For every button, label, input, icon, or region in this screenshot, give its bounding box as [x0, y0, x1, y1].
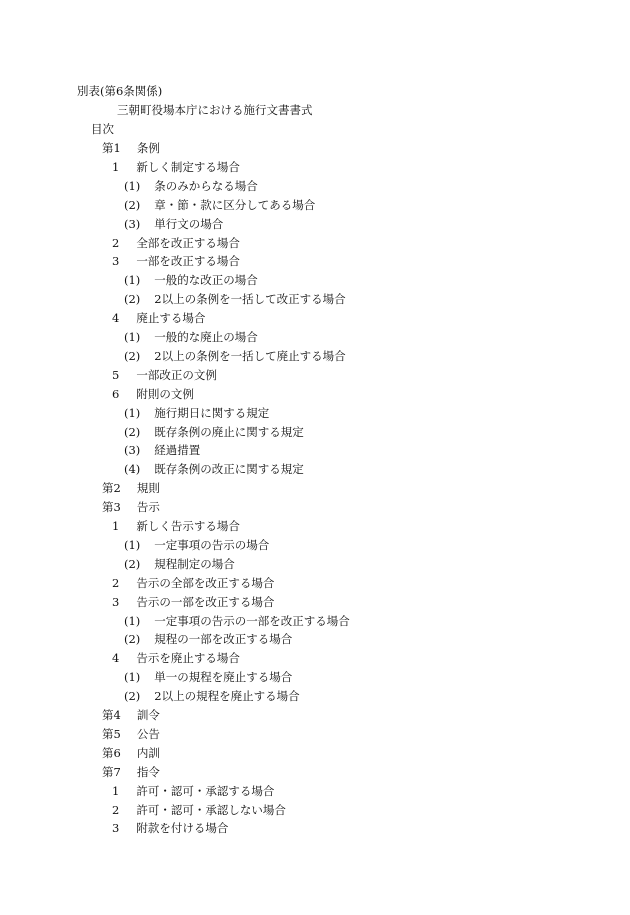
toc-entry-text: 経過措置	[154, 443, 201, 458]
toc-entry-number: (2)	[124, 424, 141, 439]
toc-entry-number: 3	[112, 254, 120, 269]
toc-entry	[124, 349, 346, 363]
toc-entry-text: 一定事項の告示の一部を改正する場合	[154, 613, 350, 628]
document-title: 三朝町役場本庁における施行文書書式	[117, 103, 313, 117]
toc-entry-number: 1	[112, 159, 120, 174]
toc-entry	[112, 651, 240, 665]
toc-entry-text: 内訓	[136, 745, 160, 760]
toc-entry-text: 章・節・款に区分してある場合	[154, 197, 316, 212]
toc-entry-number: (1)	[124, 330, 141, 344]
toc-entry	[112, 387, 194, 401]
toc-entry	[112, 311, 205, 325]
toc-entry	[124, 198, 315, 212]
toc-entry	[124, 179, 258, 193]
toc-entry	[102, 708, 160, 722]
toc-entry-text: 既存条例の廃止に関する規定	[154, 424, 304, 439]
toc-entry	[124, 330, 258, 344]
toc-entry	[112, 784, 274, 798]
toc-entry	[124, 614, 350, 628]
toc-entry-text: 附款を付ける場合	[136, 821, 229, 836]
toc-entry-text: 2以上の規程を廃止する場合	[154, 689, 300, 704]
toc-entry	[112, 576, 274, 590]
toc-entry	[124, 632, 292, 646]
toc-entry	[124, 443, 200, 457]
toc-entry	[124, 462, 304, 476]
toc-entry-number: 5	[112, 367, 120, 382]
toc-entry	[112, 160, 240, 174]
toc-heading: 目次	[91, 122, 114, 136]
toc-entry-text: 廃止する場合	[136, 311, 206, 326]
toc-entry	[112, 254, 240, 268]
toc-entry-text: 告示の全部を改正する場合	[136, 575, 275, 590]
toc-entry-number: (2)	[124, 556, 141, 571]
toc-entry-text: 規程の一部を改正する場合	[154, 632, 293, 647]
toc-entry-text: 告示を廃止する場合	[136, 651, 240, 666]
toc-entry-text: 規則	[136, 481, 160, 496]
toc-entry	[112, 519, 240, 533]
toc-entry-number: (1)	[124, 178, 141, 193]
toc-entry-text: 単一の規程を廃止する場合	[154, 670, 293, 685]
toc-entry-number: 2	[112, 235, 120, 250]
toc-entry	[112, 236, 240, 250]
toc-entry	[124, 292, 346, 306]
toc-entry-number: 第2	[102, 481, 121, 496]
toc-entry	[124, 557, 235, 571]
toc-entry	[112, 803, 286, 817]
toc-entry-text: 告示の一部を改正する場合	[136, 594, 275, 609]
toc-entry-number: 第6	[102, 745, 121, 760]
toc-entry-number: 第3	[102, 500, 121, 515]
toc-entry-number: 3	[112, 594, 120, 609]
toc-entry	[112, 821, 228, 835]
toc-entry-number: 3	[112, 821, 120, 836]
toc-entry-text: 規程制定の場合	[154, 556, 235, 571]
toc-entry-text: 訓令	[136, 708, 160, 722]
toc-entry-number: (2)	[124, 689, 141, 704]
toc-entry-number: (1)	[124, 537, 141, 552]
toc-entry-text: 公告	[136, 726, 160, 741]
toc-entry-text: 附則の文例	[136, 386, 194, 401]
toc-entry-number: (1)	[124, 613, 141, 628]
toc-entry-text: 既存条例の改正に関する規定	[154, 462, 304, 477]
toc-entry-number: (2)	[124, 197, 141, 212]
table-reference: 別表(第6条関係)	[77, 84, 163, 98]
toc-entry-text: 条のみからなる場合	[154, 178, 258, 193]
toc-entry-text: 単行文の場合	[154, 216, 224, 231]
toc-entry-text: 指令	[136, 764, 160, 779]
toc-entry-number: (2)	[124, 348, 141, 363]
toc-entry-number: 第7	[102, 764, 121, 779]
toc-entry-number: (3)	[124, 216, 141, 231]
toc-entry-number: (1)	[124, 405, 141, 420]
toc-entry-text: 条例	[136, 141, 160, 155]
toc-entry-number: 4	[112, 311, 120, 326]
toc-entry-text: 一部改正の文例	[136, 367, 217, 382]
toc-entry	[102, 500, 160, 514]
toc-entry	[112, 595, 274, 609]
toc-entry-number: (3)	[124, 443, 141, 458]
toc-entry-number: 2	[112, 575, 120, 590]
toc-entry	[102, 727, 160, 741]
toc-entry-number: 第1	[102, 141, 121, 155]
toc-entry	[124, 689, 300, 703]
toc-entry-number: 4	[112, 651, 120, 666]
toc-entry-number: (1)	[124, 273, 141, 288]
toc-entry	[102, 481, 160, 495]
toc-entry-text: 2以上の条例を一括して改正する場合	[154, 292, 346, 307]
toc-entry-number: (2)	[124, 292, 141, 307]
toc-entry-number: 第4	[102, 708, 121, 722]
toc-entry-text: 告示	[136, 500, 160, 515]
toc-entry-number: (2)	[124, 632, 141, 647]
toc-entry-text: 全部を改正する場合	[136, 235, 240, 250]
toc-entry-text: 新しく制定する場合	[136, 159, 240, 174]
toc-entry-text: 新しく告示する場合	[136, 519, 240, 533]
toc-entry-text: 許可・認可・承認する場合	[136, 783, 275, 798]
toc-entry-number: 1	[112, 783, 120, 798]
toc-entry	[124, 406, 269, 420]
toc-entry	[124, 217, 223, 231]
toc-entry-number: (1)	[124, 670, 141, 685]
toc-entry-text: 一定事項の告示の場合	[154, 537, 270, 552]
toc-entry-text: 一般的な改正の場合	[154, 273, 258, 288]
toc-entry	[102, 765, 160, 779]
toc-entry	[124, 538, 269, 552]
toc-entry-number: 2	[112, 802, 120, 817]
toc-entry	[124, 273, 258, 287]
toc-entry-text: 施行期日に関する規定	[154, 405, 270, 420]
toc-entry	[102, 141, 160, 155]
toc-entry	[124, 670, 292, 684]
toc-entry-number: 第5	[102, 726, 121, 741]
toc-entry-number: 1	[112, 519, 120, 533]
toc-entry	[112, 368, 217, 382]
toc-entry-number: 6	[112, 386, 120, 401]
toc-entry-text: 一般的な廃止の場合	[154, 330, 258, 344]
toc-entry	[124, 425, 304, 439]
toc-entry-number: (4)	[124, 462, 141, 477]
toc-entry-text: 2以上の条例を一括して廃止する場合	[154, 348, 346, 363]
toc-entry	[102, 746, 160, 760]
toc-entry-text: 許可・認可・承認しない場合	[136, 802, 286, 817]
toc-entry-text: 一部を改正する場合	[136, 254, 240, 269]
